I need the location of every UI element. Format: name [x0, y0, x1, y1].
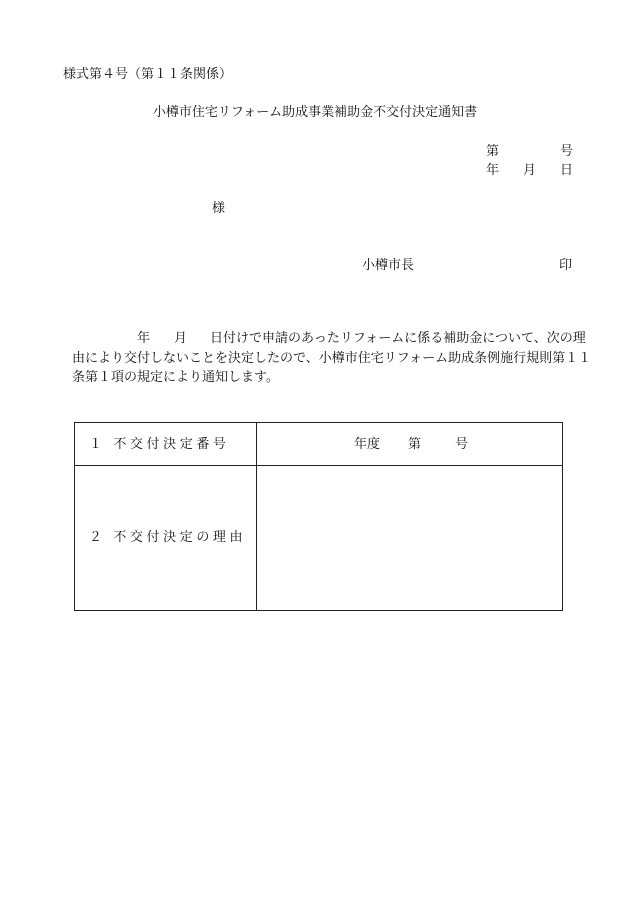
issuer-name: 小樽市長: [362, 258, 415, 273]
decision-number-suffix: 号: [455, 437, 469, 452]
decision-number-fiscal-year: 年度: [354, 437, 381, 452]
decision-reason-label: ２ 不交付決定の理由: [89, 530, 247, 545]
body-month-label: 月: [174, 331, 188, 346]
date-year-label: 年: [486, 163, 500, 178]
issuer-seal: 印: [559, 258, 573, 273]
body-text-line-1: 日付けで申請のあったリフォームに係る補助金について、次の理: [210, 331, 586, 346]
decision-number-prefix: 第: [408, 437, 422, 452]
doc-number-suffix: 号: [560, 144, 574, 159]
body-text-line-3: 条第１項の規定により通知します。: [72, 370, 279, 385]
date-month-label: 月: [523, 163, 537, 178]
body-text-line-2: 由により交付しないことを決定したので、小樽市住宅リフォーム助成条例施行規則第１１: [72, 351, 592, 366]
doc-number-prefix: 第: [486, 144, 500, 159]
table-column-divider: [256, 423, 257, 610]
decision-number-label: １ 不交付決定番号: [89, 437, 230, 452]
date-day-label: 日: [560, 163, 574, 178]
addressee-honorific: 様: [212, 201, 226, 216]
document-title: 小樽市住宅リフォーム助成事業補助金不交付決定通知書: [152, 105, 478, 120]
table-row-divider: [75, 465, 562, 466]
form-label: 様式第４号（第１１条関係）: [63, 67, 233, 82]
body-year-label: 年: [137, 331, 151, 346]
decision-table: [74, 422, 563, 611]
